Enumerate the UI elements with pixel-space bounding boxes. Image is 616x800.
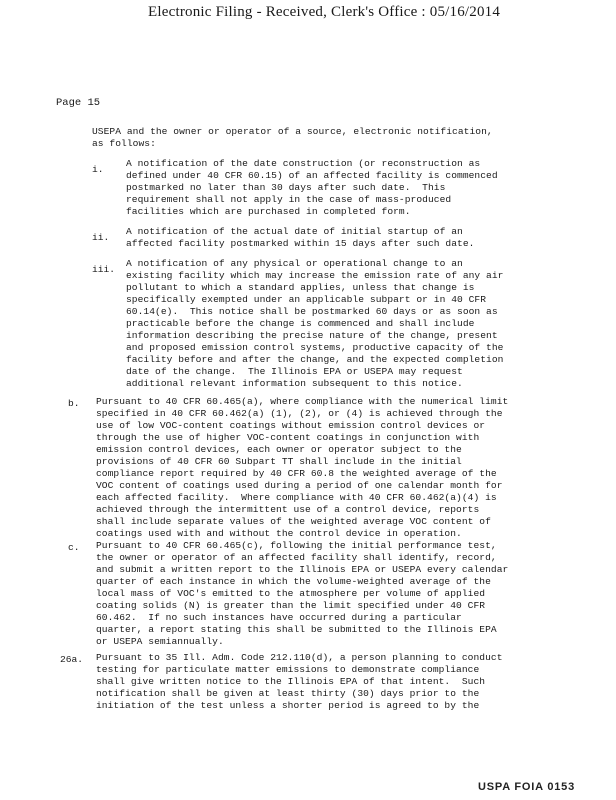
item-line: local mass of VOC's emitted to the atmosphere per volume of applied: [96, 588, 486, 599]
item-marker: ii.: [92, 232, 110, 243]
item-line: existing facility which may increase the emission rate of any air: [126, 270, 504, 281]
item-line: notification shall be given at least thirty (30) days prior to the: [96, 688, 480, 699]
item-line: or USEPA semiannually.: [96, 636, 224, 647]
item-line: Pursuant to 40 CFR 60.465(a), where compliance with the numerical limit: [96, 396, 509, 407]
item-marker: 26a.: [60, 654, 84, 665]
item-line: Pursuant to 40 CFR 60.465(c), following the initial performance test,: [96, 540, 497, 551]
item-line: coating solids (N) is greater than the limit specified under 40 CFR: [96, 600, 486, 611]
item-line: date of the change. The Illinois EPA or USEPA may request: [126, 366, 463, 377]
item-line: testing for particulate matter emissions to demonstrate compliance: [96, 664, 480, 675]
item-line: initiation of the test unless a shorter period is agreed to by the: [96, 700, 480, 711]
item-line: facilities which are purchased in completed form.: [126, 206, 411, 217]
intro-line: USEPA and the owner or operator of a source, electronic notification,: [92, 126, 493, 137]
item-line: 60.14(e). This notice shall be postmarked 60 days or as soon as: [126, 306, 498, 317]
item-line: shall give written notice to the Illinois EPA of that intent. Such: [96, 676, 486, 687]
bates-stamp: USPA FOIA 0153: [478, 781, 575, 793]
item-line: Pursuant to 35 Ill. Adm. Code 212.110(d), a person planning to conduct: [96, 652, 503, 663]
item-line: information describing the precise nature of the change, present: [126, 330, 498, 341]
item-line: use of low VOC-content coatings without emission control devices or: [96, 420, 486, 431]
item-line: facility before and after the change, and the expected completion: [126, 354, 504, 365]
item-line: and proposed emission control systems, productive capacity of the: [126, 342, 504, 353]
item-line: VOC content of coatings used during a period of one calendar month for: [96, 480, 503, 491]
item-line: specified in 40 CFR 60.462(a) (1), (2), or (4) is achieved through the: [96, 408, 503, 419]
item-line: the owner or operator of an affected facility shall identify, record,: [96, 552, 497, 563]
item-line: requirement shall not apply in the case of mass-produced: [126, 194, 452, 205]
filing-header: Electronic Filing - Received, Clerk's Office : 05/16/2014: [148, 4, 501, 20]
item-line: pollutant to which a standard applies, unless that change is: [126, 282, 475, 293]
item-line: additional relevant information subsequent to this notice.: [126, 378, 463, 389]
item-line: achieved through the intermittent use of a control device, reports: [96, 504, 480, 515]
item-line: defined under 40 CFR 60.15) of an affected facility is commenced: [126, 170, 498, 181]
item-line: provisions of 40 CFR 60 Subpart TT shall include in the initial: [96, 456, 462, 467]
item-line: A notification of the date construction (or reconstruction as: [126, 158, 481, 169]
item-line: A notification of the actual date of initial startup of an: [126, 226, 463, 237]
item-line: practicable before the change is commenced and shall include: [126, 318, 475, 329]
item-line: postmarked no later than 30 days after such date. This: [126, 182, 446, 193]
intro-line: as follows:: [92, 138, 156, 149]
item-line: 60.462. If no such instances have occurred during a particular: [96, 612, 462, 623]
item-line: quarter of each instance in which the volume-weighted average of the: [96, 576, 491, 587]
item-marker: b.: [68, 398, 80, 409]
page-number: Page 15: [56, 97, 101, 109]
item-line: shall include separate values of the weighted average VOC content of: [96, 516, 491, 527]
item-line: A notification of any physical or operational change to an: [126, 258, 463, 269]
item-line: emission control devices, each owner or operator subject to the: [96, 444, 462, 455]
item-line: affected facility postmarked within 15 days after such date.: [126, 238, 475, 249]
item-line: each affected facility. Where compliance with 40 CFR 60.462(a)(4) is: [96, 492, 497, 503]
item-line: through the use of higher VOC-content coatings in conjunction with: [96, 432, 480, 443]
item-line: coatings used with and without the control device in operation.: [96, 528, 462, 539]
item-marker: iii.: [92, 264, 116, 275]
item-line: quarter, a report stating this shall be submitted to the Illinois EPA: [96, 624, 497, 635]
item-line: specifically exempted under an applicable subpart or in 40 CFR: [126, 294, 487, 305]
item-marker: c.: [68, 542, 80, 553]
item-line: and submit a written report to the Illinois EPA or USEPA every calendar: [96, 564, 509, 575]
item-line: compliance report required by 40 CFR 60.8 the weighted average of the: [96, 468, 497, 479]
item-marker: i.: [92, 164, 104, 175]
